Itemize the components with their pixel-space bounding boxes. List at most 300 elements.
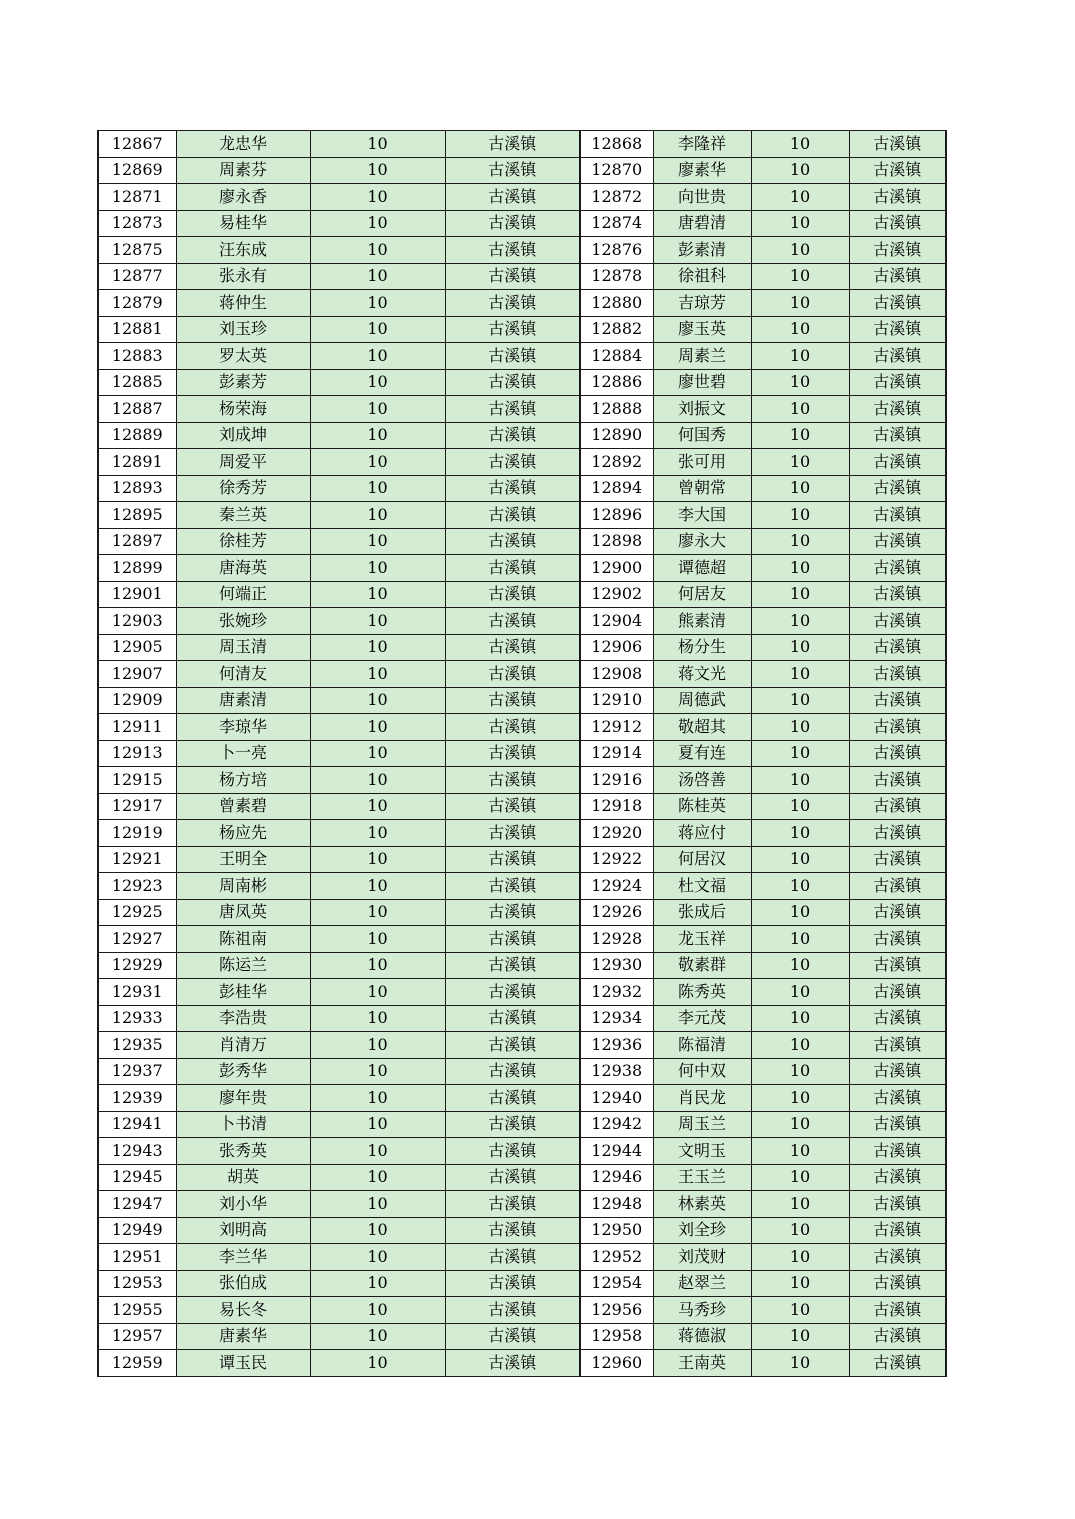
left-person-name-cell: 周爱平 <box>176 449 310 476</box>
left-record-id-cell: 12957 <box>98 1323 176 1350</box>
left-record-id-cell: 12885 <box>98 369 176 396</box>
left-town-cell: 古溪镇 <box>445 369 580 396</box>
right-person-name-cell: 王玉兰 <box>653 1164 751 1191</box>
right-person-name-cell: 肖民龙 <box>653 1085 751 1112</box>
left-person-name-cell: 罗太英 <box>176 343 310 370</box>
table-row <box>98 634 946 661</box>
left-town-cell: 古溪镇 <box>445 979 580 1006</box>
right-person-name-cell: 刘全珍 <box>653 1217 751 1244</box>
roster-table <box>97 130 947 1377</box>
right-amount-cell: 10 <box>751 979 849 1006</box>
right-amount-cell: 10 <box>751 210 849 237</box>
right-amount-cell: 10 <box>751 369 849 396</box>
left-person-name-cell: 刘明高 <box>176 1217 310 1244</box>
right-amount-cell: 10 <box>751 1297 849 1324</box>
left-amount-cell: 10 <box>310 634 445 661</box>
left-person-name-cell: 徐秀芳 <box>176 475 310 502</box>
left-town-cell: 古溪镇 <box>445 1191 580 1218</box>
left-amount-cell: 10 <box>310 528 445 555</box>
left-amount-cell: 10 <box>310 926 445 953</box>
left-town-cell: 古溪镇 <box>445 1164 580 1191</box>
left-town-cell: 古溪镇 <box>445 1323 580 1350</box>
table-row <box>98 475 946 502</box>
right-town-cell: 古溪镇 <box>849 1005 946 1032</box>
left-record-id-cell: 12895 <box>98 502 176 529</box>
left-record-id-cell: 12911 <box>98 714 176 741</box>
right-record-id-cell: 12954 <box>580 1270 653 1297</box>
right-town-cell: 古溪镇 <box>849 661 946 688</box>
left-person-name-cell: 张伯成 <box>176 1270 310 1297</box>
right-person-name-cell: 敬素群 <box>653 952 751 979</box>
left-person-name-cell: 龙忠华 <box>176 131 310 158</box>
table-row <box>98 899 946 926</box>
table-row <box>98 793 946 820</box>
right-record-id-cell: 12904 <box>580 608 653 635</box>
right-town-cell: 古溪镇 <box>849 1164 946 1191</box>
right-record-id-cell: 12956 <box>580 1297 653 1324</box>
left-town-cell: 古溪镇 <box>445 131 580 158</box>
right-amount-cell: 10 <box>751 422 849 449</box>
right-record-id-cell: 12938 <box>580 1058 653 1085</box>
right-record-id-cell: 12894 <box>580 475 653 502</box>
right-town-cell: 古溪镇 <box>849 502 946 529</box>
right-person-name-cell: 廖玉英 <box>653 316 751 343</box>
right-record-id-cell: 12934 <box>580 1005 653 1032</box>
right-record-id-cell: 12888 <box>580 396 653 423</box>
left-amount-cell: 10 <box>310 343 445 370</box>
left-amount-cell: 10 <box>310 899 445 926</box>
left-person-name-cell: 汪东成 <box>176 237 310 264</box>
table-row <box>98 1350 946 1377</box>
left-person-name-cell: 徐桂芳 <box>176 528 310 555</box>
left-person-name-cell: 唐素华 <box>176 1323 310 1350</box>
right-town-cell: 古溪镇 <box>849 290 946 317</box>
left-record-id-cell: 12947 <box>98 1191 176 1218</box>
right-record-id-cell: 12924 <box>580 873 653 900</box>
left-amount-cell: 10 <box>310 1005 445 1032</box>
left-record-id-cell: 12875 <box>98 237 176 264</box>
left-record-id-cell: 12955 <box>98 1297 176 1324</box>
right-record-id-cell: 12950 <box>580 1217 653 1244</box>
table-row <box>98 608 946 635</box>
left-amount-cell: 10 <box>310 290 445 317</box>
left-person-name-cell: 张婉珍 <box>176 608 310 635</box>
right-person-name-cell: 马秀珍 <box>653 1297 751 1324</box>
right-town-cell: 古溪镇 <box>849 820 946 847</box>
right-town-cell: 古溪镇 <box>849 475 946 502</box>
right-town-cell: 古溪镇 <box>849 952 946 979</box>
table-row <box>98 1005 946 1032</box>
left-record-id-cell: 12929 <box>98 952 176 979</box>
right-record-id-cell: 12914 <box>580 740 653 767</box>
right-record-id-cell: 12928 <box>580 926 653 953</box>
left-person-name-cell: 张永有 <box>176 263 310 290</box>
left-record-id-cell: 12913 <box>98 740 176 767</box>
left-person-name-cell: 杨方培 <box>176 767 310 794</box>
right-person-name-cell: 文明玉 <box>653 1138 751 1165</box>
left-town-cell: 古溪镇 <box>445 1244 580 1271</box>
right-amount-cell: 10 <box>751 1085 849 1112</box>
right-record-id-cell: 12922 <box>580 846 653 873</box>
table-row <box>98 263 946 290</box>
left-record-id-cell: 12919 <box>98 820 176 847</box>
left-person-name-cell: 李浩贵 <box>176 1005 310 1032</box>
left-record-id-cell: 12923 <box>98 873 176 900</box>
left-person-name-cell: 李兰华 <box>176 1244 310 1271</box>
right-amount-cell: 10 <box>751 475 849 502</box>
table-row <box>98 926 946 953</box>
right-person-name-cell: 李大国 <box>653 502 751 529</box>
left-record-id-cell: 12873 <box>98 210 176 237</box>
left-record-id-cell: 12939 <box>98 1085 176 1112</box>
right-person-name-cell: 廖素华 <box>653 157 751 184</box>
right-record-id-cell: 12876 <box>580 237 653 264</box>
right-amount-cell: 10 <box>751 714 849 741</box>
right-record-id-cell: 12880 <box>580 290 653 317</box>
right-record-id-cell: 12902 <box>580 581 653 608</box>
right-person-name-cell: 陈秀英 <box>653 979 751 1006</box>
right-town-cell: 古溪镇 <box>849 1032 946 1059</box>
right-town-cell: 古溪镇 <box>849 1191 946 1218</box>
left-person-name-cell: 王明全 <box>176 846 310 873</box>
right-town-cell: 古溪镇 <box>849 846 946 873</box>
right-person-name-cell: 刘振文 <box>653 396 751 423</box>
left-record-id-cell: 12951 <box>98 1244 176 1271</box>
table-row <box>98 1270 946 1297</box>
left-record-id-cell: 12891 <box>98 449 176 476</box>
right-amount-cell: 10 <box>751 1138 849 1165</box>
table-row <box>98 1032 946 1059</box>
left-record-id-cell: 12877 <box>98 263 176 290</box>
left-person-name-cell: 刘玉珍 <box>176 316 310 343</box>
left-record-id-cell: 12881 <box>98 316 176 343</box>
left-town-cell: 古溪镇 <box>445 502 580 529</box>
right-person-name-cell: 陈福清 <box>653 1032 751 1059</box>
right-record-id-cell: 12892 <box>580 449 653 476</box>
right-person-name-cell: 杨分生 <box>653 634 751 661</box>
right-town-cell: 古溪镇 <box>849 449 946 476</box>
table-row <box>98 873 946 900</box>
right-amount-cell: 10 <box>751 555 849 582</box>
left-amount-cell: 10 <box>310 422 445 449</box>
left-person-name-cell: 何清友 <box>176 661 310 688</box>
left-town-cell: 古溪镇 <box>445 634 580 661</box>
table-row <box>98 131 946 158</box>
table-row <box>98 1297 946 1324</box>
left-amount-cell: 10 <box>310 820 445 847</box>
left-town-cell: 古溪镇 <box>445 661 580 688</box>
left-amount-cell: 10 <box>310 316 445 343</box>
right-person-name-cell: 杜文福 <box>653 873 751 900</box>
left-town-cell: 古溪镇 <box>445 820 580 847</box>
right-amount-cell: 10 <box>751 926 849 953</box>
left-person-name-cell: 李琼华 <box>176 714 310 741</box>
right-record-id-cell: 12912 <box>580 714 653 741</box>
table-row <box>98 1111 946 1138</box>
right-amount-cell: 10 <box>751 528 849 555</box>
left-town-cell: 古溪镇 <box>445 581 580 608</box>
left-amount-cell: 10 <box>310 661 445 688</box>
left-amount-cell: 10 <box>310 1138 445 1165</box>
right-person-name-cell: 蒋文光 <box>653 661 751 688</box>
right-person-name-cell: 唐碧清 <box>653 210 751 237</box>
table-row <box>98 979 946 1006</box>
left-record-id-cell: 12899 <box>98 555 176 582</box>
right-amount-cell: 10 <box>751 1270 849 1297</box>
table-row <box>98 528 946 555</box>
right-record-id-cell: 12944 <box>580 1138 653 1165</box>
right-amount-cell: 10 <box>751 767 849 794</box>
left-town-cell: 古溪镇 <box>445 1085 580 1112</box>
left-amount-cell: 10 <box>310 608 445 635</box>
table-row <box>98 1164 946 1191</box>
left-record-id-cell: 12905 <box>98 634 176 661</box>
left-person-name-cell: 肖清万 <box>176 1032 310 1059</box>
left-record-id-cell: 12933 <box>98 1005 176 1032</box>
table-row <box>98 846 946 873</box>
right-town-cell: 古溪镇 <box>849 926 946 953</box>
right-record-id-cell: 12932 <box>580 979 653 1006</box>
right-amount-cell: 10 <box>751 1058 849 1085</box>
left-amount-cell: 10 <box>310 1164 445 1191</box>
right-person-name-cell: 谭德超 <box>653 555 751 582</box>
left-person-name-cell: 周玉清 <box>176 634 310 661</box>
table-row <box>98 449 946 476</box>
left-amount-cell: 10 <box>310 1350 445 1377</box>
left-amount-cell: 10 <box>310 502 445 529</box>
right-amount-cell: 10 <box>751 157 849 184</box>
right-amount-cell: 10 <box>751 1191 849 1218</box>
right-town-cell: 古溪镇 <box>849 581 946 608</box>
left-person-name-cell: 陈运兰 <box>176 952 310 979</box>
left-person-name-cell: 唐海英 <box>176 555 310 582</box>
left-town-cell: 古溪镇 <box>445 316 580 343</box>
right-person-name-cell: 廖世碧 <box>653 369 751 396</box>
left-town-cell: 古溪镇 <box>445 422 580 449</box>
right-amount-cell: 10 <box>751 846 849 873</box>
right-person-name-cell: 张成后 <box>653 899 751 926</box>
left-town-cell: 古溪镇 <box>445 157 580 184</box>
right-person-name-cell: 张可用 <box>653 449 751 476</box>
left-record-id-cell: 12943 <box>98 1138 176 1165</box>
table-row <box>98 237 946 264</box>
left-person-name-cell: 刘小华 <box>176 1191 310 1218</box>
left-amount-cell: 10 <box>310 1058 445 1085</box>
right-record-id-cell: 12868 <box>580 131 653 158</box>
table-row <box>98 210 946 237</box>
right-record-id-cell: 12942 <box>580 1111 653 1138</box>
left-amount-cell: 10 <box>310 131 445 158</box>
right-town-cell: 古溪镇 <box>849 369 946 396</box>
right-record-id-cell: 12906 <box>580 634 653 661</box>
right-amount-cell: 10 <box>751 1005 849 1032</box>
left-person-name-cell: 刘成坤 <box>176 422 310 449</box>
left-record-id-cell: 12949 <box>98 1217 176 1244</box>
right-person-name-cell: 夏有连 <box>653 740 751 767</box>
left-amount-cell: 10 <box>310 263 445 290</box>
left-record-id-cell: 12903 <box>98 608 176 635</box>
left-amount-cell: 10 <box>310 581 445 608</box>
right-person-name-cell: 熊素清 <box>653 608 751 635</box>
right-amount-cell: 10 <box>751 449 849 476</box>
left-record-id-cell: 12869 <box>98 157 176 184</box>
table-row <box>98 502 946 529</box>
left-amount-cell: 10 <box>310 740 445 767</box>
left-amount-cell: 10 <box>310 475 445 502</box>
right-town-cell: 古溪镇 <box>849 873 946 900</box>
left-town-cell: 古溪镇 <box>445 343 580 370</box>
right-amount-cell: 10 <box>751 316 849 343</box>
left-town-cell: 古溪镇 <box>445 1058 580 1085</box>
left-town-cell: 古溪镇 <box>445 899 580 926</box>
right-person-name-cell: 何国秀 <box>653 422 751 449</box>
right-person-name-cell: 陈桂英 <box>653 793 751 820</box>
left-town-cell: 古溪镇 <box>445 714 580 741</box>
left-record-id-cell: 12909 <box>98 687 176 714</box>
left-town-cell: 古溪镇 <box>445 1138 580 1165</box>
right-person-name-cell: 何中双 <box>653 1058 751 1085</box>
left-record-id-cell: 12937 <box>98 1058 176 1085</box>
left-town-cell: 古溪镇 <box>445 740 580 767</box>
right-town-cell: 古溪镇 <box>849 343 946 370</box>
left-person-name-cell: 彭秀华 <box>176 1058 310 1085</box>
left-town-cell: 古溪镇 <box>445 846 580 873</box>
left-amount-cell: 10 <box>310 714 445 741</box>
right-record-id-cell: 12890 <box>580 422 653 449</box>
table-row <box>98 661 946 688</box>
right-record-id-cell: 12952 <box>580 1244 653 1271</box>
right-record-id-cell: 12930 <box>580 952 653 979</box>
right-record-id-cell: 12920 <box>580 820 653 847</box>
left-town-cell: 古溪镇 <box>445 184 580 211</box>
right-record-id-cell: 12936 <box>580 1032 653 1059</box>
table-row <box>98 714 946 741</box>
table-row <box>98 1191 946 1218</box>
left-person-name-cell: 曾素碧 <box>176 793 310 820</box>
table-row <box>98 581 946 608</box>
right-town-cell: 古溪镇 <box>849 1111 946 1138</box>
right-town-cell: 古溪镇 <box>849 1270 946 1297</box>
left-amount-cell: 10 <box>310 1244 445 1271</box>
left-person-name-cell: 何端正 <box>176 581 310 608</box>
left-town-cell: 古溪镇 <box>445 210 580 237</box>
right-town-cell: 古溪镇 <box>849 1350 946 1377</box>
left-amount-cell: 10 <box>310 1085 445 1112</box>
left-town-cell: 古溪镇 <box>445 237 580 264</box>
right-amount-cell: 10 <box>751 634 849 661</box>
right-person-name-cell: 何居汉 <box>653 846 751 873</box>
left-amount-cell: 10 <box>310 793 445 820</box>
left-amount-cell: 10 <box>310 873 445 900</box>
right-amount-cell: 10 <box>751 820 849 847</box>
left-town-cell: 古溪镇 <box>445 687 580 714</box>
right-town-cell: 古溪镇 <box>849 608 946 635</box>
right-town-cell: 古溪镇 <box>849 422 946 449</box>
left-amount-cell: 10 <box>310 1217 445 1244</box>
right-person-name-cell: 何居友 <box>653 581 751 608</box>
right-person-name-cell: 周玉兰 <box>653 1111 751 1138</box>
table-row <box>98 422 946 449</box>
right-amount-cell: 10 <box>751 131 849 158</box>
right-person-name-cell: 廖永大 <box>653 528 751 555</box>
left-town-cell: 古溪镇 <box>445 952 580 979</box>
right-record-id-cell: 12908 <box>580 661 653 688</box>
right-record-id-cell: 12916 <box>580 767 653 794</box>
right-record-id-cell: 12918 <box>580 793 653 820</box>
left-town-cell: 古溪镇 <box>445 1350 580 1377</box>
left-record-id-cell: 12917 <box>98 793 176 820</box>
left-record-id-cell: 12867 <box>98 131 176 158</box>
table-row <box>98 952 946 979</box>
table-row <box>98 740 946 767</box>
right-person-name-cell: 彭素清 <box>653 237 751 264</box>
left-person-name-cell: 周素芬 <box>176 157 310 184</box>
right-amount-cell: 10 <box>751 1111 849 1138</box>
right-amount-cell: 10 <box>751 343 849 370</box>
left-town-cell: 古溪镇 <box>445 1005 580 1032</box>
table-row <box>98 369 946 396</box>
right-record-id-cell: 12910 <box>580 687 653 714</box>
right-person-name-cell: 龙玉祥 <box>653 926 751 953</box>
table-row <box>98 767 946 794</box>
left-person-name-cell: 杨应先 <box>176 820 310 847</box>
left-person-name-cell: 周南彬 <box>176 873 310 900</box>
right-amount-cell: 10 <box>751 608 849 635</box>
left-record-id-cell: 12921 <box>98 846 176 873</box>
left-person-name-cell: 易长冬 <box>176 1297 310 1324</box>
left-town-cell: 古溪镇 <box>445 767 580 794</box>
right-person-name-cell: 徐祖科 <box>653 263 751 290</box>
right-amount-cell: 10 <box>751 793 849 820</box>
right-person-name-cell: 蒋德淑 <box>653 1323 751 1350</box>
right-town-cell: 古溪镇 <box>849 555 946 582</box>
right-record-id-cell: 12948 <box>580 1191 653 1218</box>
left-record-id-cell: 12935 <box>98 1032 176 1059</box>
left-town-cell: 古溪镇 <box>445 290 580 317</box>
left-town-cell: 古溪镇 <box>445 1270 580 1297</box>
left-town-cell: 古溪镇 <box>445 608 580 635</box>
right-amount-cell: 10 <box>751 899 849 926</box>
left-amount-cell: 10 <box>310 952 445 979</box>
right-record-id-cell: 12960 <box>580 1350 653 1377</box>
left-amount-cell: 10 <box>310 210 445 237</box>
table-row <box>98 396 946 423</box>
right-town-cell: 古溪镇 <box>849 1138 946 1165</box>
right-person-name-cell: 刘茂财 <box>653 1244 751 1271</box>
right-record-id-cell: 12900 <box>580 555 653 582</box>
left-person-name-cell: 唐素清 <box>176 687 310 714</box>
right-amount-cell: 10 <box>751 184 849 211</box>
left-person-name-cell: 易桂华 <box>176 210 310 237</box>
right-town-cell: 古溪镇 <box>849 396 946 423</box>
right-amount-cell: 10 <box>751 952 849 979</box>
left-record-id-cell: 12879 <box>98 290 176 317</box>
roster-table-body <box>98 131 946 1377</box>
left-record-id-cell: 12901 <box>98 581 176 608</box>
table-row <box>98 316 946 343</box>
right-amount-cell: 10 <box>751 396 849 423</box>
right-amount-cell: 10 <box>751 1244 849 1271</box>
right-person-name-cell: 林素英 <box>653 1191 751 1218</box>
left-amount-cell: 10 <box>310 1191 445 1218</box>
right-town-cell: 古溪镇 <box>849 767 946 794</box>
left-person-name-cell: 廖永香 <box>176 184 310 211</box>
right-record-id-cell: 12946 <box>580 1164 653 1191</box>
right-amount-cell: 10 <box>751 873 849 900</box>
right-amount-cell: 10 <box>751 1350 849 1377</box>
right-town-cell: 古溪镇 <box>849 237 946 264</box>
right-town-cell: 古溪镇 <box>849 263 946 290</box>
